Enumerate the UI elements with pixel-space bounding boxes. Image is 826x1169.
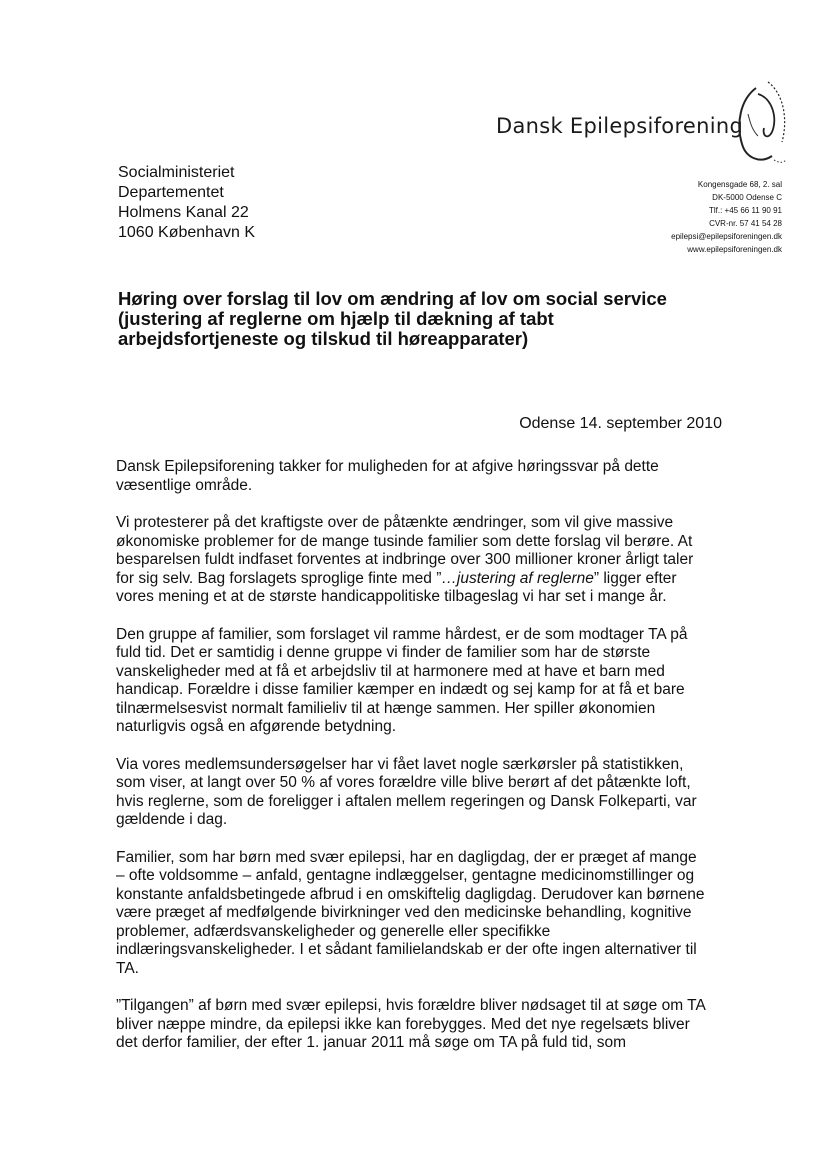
- recipient-line: 1060 København K: [118, 224, 255, 241]
- quoted-phrase: …justering af reglerne: [441, 569, 594, 587]
- recipient-line: Socialministeriet: [118, 164, 235, 181]
- recipient-address: [118, 163, 255, 243]
- contact-email: epilepsi@epilepsiforeningen.dk: [671, 232, 782, 241]
- body-paragraph: Via vores medlemsundersøgelser har vi fået lavet nogle særkørsler på statistikken, som viser, at langt over 50 % af vores forældre ville blive berørt af det påtænkte loft, hvis reglerne, som de foreligger i aftalen mellem regeringen og Dansk Folkeparti, var gældende i dag.: [116, 755, 697, 828]
- logo-icon: [728, 74, 792, 170]
- body-paragraph: Den gruppe af familier, som forslaget vil ramme hårdest, er de som modtager TA på fuld tid. Det er samtidig i denne gruppe vi finder de familier som har de største vanskeligheder med at få et arbejdsliv til at harmonere med at have et barn med handicap. Forældre i disse familier kæmper en indædt og sej kamp for at få et bare tilnærmelsesvist normalt familieliv til at hænge sammen. Her spiller økonomien naturligvis også en afgørende betydning.: [116, 625, 688, 735]
- body-text: Vi protesterer på det kraftigste over de påtænkte ændringer, som vil give massive økonomiske problemer for de mange tusinde familier som dette forslag vil berøre. At besparelsen fuldt indfaset forventes at indbringe over 300 millioner kroner årligt taler for sig selv. Bag forslagets sproglige finte med ”: [116, 514, 694, 587]
- body-paragraph: Dansk Epilepsiforening takker for muligheden for at afgive høringssvar på dette væsentlige område.: [116, 458, 659, 494]
- body-paragraph: ”Tilgangen” af børn med svær epilepsi, hvis forældre bliver nødsaget til at søge om TA bliver næppe mindre, da epilepsi ikke kan forebygges. Med det nye regelsæts bliver det derfor familier, der efter 1. januar 2011 må søge om TA på fuld tid, som: [116, 997, 705, 1051]
- contact-line: DK-5000 Odense C: [712, 193, 782, 202]
- contact-line: Kongensgade 68, 2. sal: [697, 180, 782, 189]
- letter-date: Odense 14. september 2010: [519, 415, 722, 432]
- recipient-line: Holmens Kanal 22: [118, 204, 249, 221]
- body-paragraph: [116, 514, 708, 607]
- body-paragraph: Familier, som har børn med svær epilepsi, har en dagligdag, der er præget af mange – ofte voldsomme – anfald, gentagne indlæggelser, gentagne medicinomstillinger og konstante anfaldsbetingede afbrud i en omskiftelig dagligdag. Derudover kan børnene være præget af medfølgende bivirkninger ved den medicinske behandling, kognitive problemer, adfærdsvanskeligheder og generelle eller specifikke indlæringsvanskeligheder. I et sådant familielandskab er der ofte ingen alternativer til TA.: [116, 848, 705, 977]
- body-text: ” ligger efter vores mening et at de største handicappolitiske tilbageslag vi har set i mange år.: [116, 569, 677, 605]
- contact-website: www.epilepsiforeningen.dk: [687, 245, 782, 254]
- letter-body: [116, 458, 708, 1072]
- contact-line: CVR-nr. 57 41 54 28: [709, 219, 782, 228]
- recipient-line: Departementet: [118, 184, 224, 201]
- sender-contact-block: [671, 178, 782, 256]
- contact-line: Tlf.: +45 66 11 90 91: [708, 206, 782, 215]
- letter-subject: Høring over forslag til lov om ændring af lov om social service (justering af reglerne om hjælp til dækning af tabt arbejdsfortjeneste og tilskud til høreapparater): [118, 288, 667, 349]
- organization-name: Dansk Epilepsiforening: [496, 114, 744, 138]
